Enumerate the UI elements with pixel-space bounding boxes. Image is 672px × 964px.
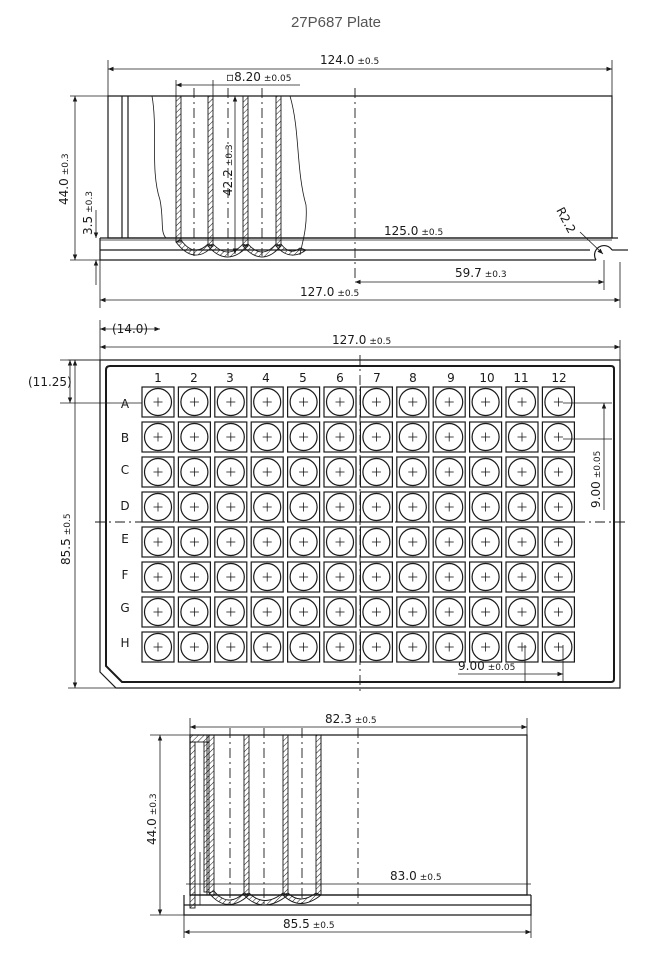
svg-text:(14.0): (14.0) bbox=[112, 322, 149, 336]
well bbox=[288, 597, 320, 627]
side-break-line-right bbox=[290, 96, 306, 255]
well bbox=[506, 632, 538, 662]
well bbox=[288, 422, 320, 452]
well bbox=[251, 422, 283, 452]
well bbox=[360, 562, 392, 592]
well bbox=[251, 457, 283, 487]
well bbox=[324, 387, 356, 417]
well bbox=[506, 387, 538, 417]
well bbox=[506, 492, 538, 522]
well bbox=[324, 597, 356, 627]
well bbox=[288, 457, 320, 487]
well bbox=[360, 492, 392, 522]
well bbox=[360, 632, 392, 662]
well bbox=[251, 387, 283, 417]
well bbox=[251, 597, 283, 627]
well bbox=[433, 527, 465, 557]
well bbox=[506, 422, 538, 452]
well bbox=[178, 492, 210, 522]
well bbox=[506, 562, 538, 592]
well bbox=[288, 492, 320, 522]
row-label: E bbox=[121, 532, 129, 546]
well bbox=[470, 527, 502, 557]
well bbox=[288, 527, 320, 557]
svg-text:85.5±0.5: 85.5 ±0.5 bbox=[283, 917, 335, 931]
well bbox=[433, 387, 465, 417]
column-label: 12 bbox=[551, 371, 567, 385]
column-label: 6 bbox=[336, 371, 344, 385]
well bbox=[433, 422, 465, 452]
svg-text:9.00±0.05: 9.00 ±0.05 bbox=[458, 659, 516, 673]
well bbox=[470, 492, 502, 522]
well bbox=[397, 597, 429, 627]
svg-text:44.0±0.3: 44.0±0.3 bbox=[57, 153, 71, 205]
drawing-title: 27P687 Plate bbox=[290, 14, 382, 31]
row-label: C bbox=[120, 463, 130, 477]
row-label: D bbox=[120, 499, 130, 513]
well bbox=[251, 527, 283, 557]
radius-label: R2.2 bbox=[553, 204, 579, 236]
well bbox=[470, 457, 502, 487]
well bbox=[542, 387, 574, 417]
well bbox=[215, 632, 247, 662]
well bbox=[542, 492, 574, 522]
well bbox=[142, 422, 174, 452]
well bbox=[215, 387, 247, 417]
row-label: F bbox=[121, 568, 129, 582]
well bbox=[288, 632, 320, 662]
row-labels bbox=[120, 397, 130, 650]
side-view bbox=[57, 53, 628, 308]
column-label: 11 bbox=[513, 371, 529, 385]
well bbox=[506, 597, 538, 627]
well bbox=[324, 527, 356, 557]
well bbox=[542, 597, 574, 627]
well bbox=[433, 492, 465, 522]
column-label: 1 bbox=[154, 371, 162, 385]
well bbox=[470, 387, 502, 417]
well bbox=[360, 457, 392, 487]
well bbox=[542, 527, 574, 557]
well bbox=[142, 387, 174, 417]
column-label: 5 bbox=[299, 371, 307, 385]
well bbox=[397, 422, 429, 452]
well bbox=[324, 422, 356, 452]
wells-grid bbox=[142, 387, 574, 662]
row-label: B bbox=[120, 431, 130, 445]
well bbox=[542, 632, 574, 662]
well bbox=[470, 422, 502, 452]
well bbox=[506, 457, 538, 487]
well bbox=[360, 387, 392, 417]
svg-text:59.7±0.3: 59.7 ±0.3 bbox=[455, 266, 507, 280]
well bbox=[324, 457, 356, 487]
row-label: H bbox=[120, 636, 130, 650]
well bbox=[215, 457, 247, 487]
well bbox=[324, 562, 356, 592]
column-label: 2 bbox=[190, 371, 198, 385]
side-skirt-outline bbox=[100, 238, 596, 260]
well bbox=[178, 422, 210, 452]
well bbox=[142, 597, 174, 627]
row-label: A bbox=[120, 397, 130, 411]
well bbox=[397, 457, 429, 487]
well bbox=[215, 422, 247, 452]
well bbox=[470, 562, 502, 592]
well bbox=[397, 387, 429, 417]
well bbox=[142, 492, 174, 522]
well bbox=[542, 457, 574, 487]
well bbox=[542, 562, 574, 592]
well bbox=[360, 527, 392, 557]
svg-text:9.00±0.05: 9.00±0.05 bbox=[589, 450, 603, 508]
well bbox=[215, 492, 247, 522]
well bbox=[470, 632, 502, 662]
well bbox=[142, 632, 174, 662]
svg-text:3.5±0.3: 3.5±0.3 bbox=[81, 191, 95, 235]
column-label: 4 bbox=[262, 371, 270, 385]
well bbox=[288, 562, 320, 592]
side-body-outline bbox=[108, 96, 612, 238]
well bbox=[251, 492, 283, 522]
svg-text:85.5±0.5: 85.5±0.5 bbox=[59, 513, 73, 565]
column-label: 3 bbox=[226, 371, 234, 385]
well bbox=[251, 632, 283, 662]
well bbox=[288, 387, 320, 417]
well bbox=[433, 457, 465, 487]
well bbox=[178, 597, 210, 627]
well bbox=[178, 632, 210, 662]
well bbox=[397, 632, 429, 662]
svg-text:44.0±0.3: 44.0±0.3 bbox=[145, 793, 159, 845]
well bbox=[470, 597, 502, 627]
well bbox=[360, 597, 392, 627]
svg-text:(11.25): (11.25) bbox=[28, 375, 72, 389]
well bbox=[178, 387, 210, 417]
side-break-line-left bbox=[152, 96, 166, 238]
side-radius-notch bbox=[595, 246, 612, 260]
well bbox=[142, 562, 174, 592]
svg-text:125.0±0.5: 125.0 ±0.5 bbox=[384, 224, 444, 238]
row-label: G bbox=[120, 601, 130, 615]
svg-text:127.0±0.5: 127.0 ±0.5 bbox=[332, 333, 392, 347]
well bbox=[542, 422, 574, 452]
well bbox=[433, 632, 465, 662]
well bbox=[324, 492, 356, 522]
well bbox=[142, 457, 174, 487]
end-body-outline bbox=[190, 735, 527, 895]
well bbox=[251, 562, 283, 592]
well bbox=[324, 632, 356, 662]
well bbox=[433, 597, 465, 627]
svg-text:124.0±0.5: 124.0 ±0.5 bbox=[320, 53, 380, 67]
column-label: 7 bbox=[373, 371, 381, 385]
well bbox=[215, 562, 247, 592]
well bbox=[360, 422, 392, 452]
well bbox=[433, 562, 465, 592]
well bbox=[397, 527, 429, 557]
well bbox=[506, 527, 538, 557]
well bbox=[142, 527, 174, 557]
svg-text:▫8.20±0.05: ▫8.20 ±0.05 bbox=[226, 70, 292, 84]
svg-text:127.0±0.5: 127.0 ±0.5 bbox=[300, 285, 360, 299]
well bbox=[178, 457, 210, 487]
svg-text:82.3±0.5: 82.3 ±0.5 bbox=[325, 712, 377, 726]
column-label: 9 bbox=[447, 371, 455, 385]
well bbox=[178, 527, 210, 557]
top-view bbox=[28, 320, 628, 694]
well bbox=[178, 562, 210, 592]
well bbox=[215, 527, 247, 557]
well bbox=[397, 492, 429, 522]
well bbox=[215, 597, 247, 627]
well bbox=[397, 562, 429, 592]
end-view bbox=[145, 712, 531, 938]
svg-text:83.0±0.5: 83.0 ±0.5 bbox=[390, 869, 442, 883]
column-label: 10 bbox=[479, 371, 495, 385]
svg-text:42.2±0.3: 42.2±0.3 bbox=[221, 144, 235, 196]
column-label: 8 bbox=[409, 371, 417, 385]
